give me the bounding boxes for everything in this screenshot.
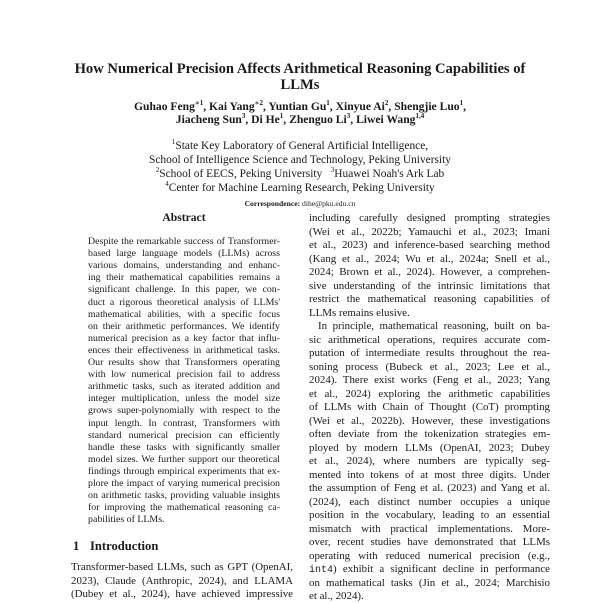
text-line: (Kang et al., 2024; Wu et al., 2024a; Snell et al., <box>309 252 550 265</box>
text-line: often deviate from the tokenization strategies em- <box>309 428 550 440</box>
text-line: 2024; Brown et al., 2024). However, a comprehen- <box>309 266 550 278</box>
author <box>268 100 335 113</box>
text-line: mismatch with practical implementations. More- <box>309 522 550 535</box>
text-line: et al., 2024), where numbers are typically seg- <box>309 455 550 467</box>
text-line: handle these tasks with significantly smaller <box>88 441 280 453</box>
text-line: In principle, mathematical reasoning, built on ba- <box>318 320 550 332</box>
author-separator: , <box>350 113 357 126</box>
text-line: putation of intermediate results throughout the rea- <box>309 347 550 359</box>
inline-code: int4 <box>309 565 334 576</box>
paper-title <box>0 61 600 93</box>
text-line: (Wei et al., 2022b). However, these investigations <box>309 414 550 427</box>
author-separator: , <box>329 100 336 113</box>
author-affiliation-mark: 1 <box>459 99 464 108</box>
text-line: 2023), Claude (Anthropic, 2024), and LLAMA <box>71 574 293 587</box>
author-list <box>0 100 600 126</box>
text-span: ) exhibit a significant decline in performance <box>333 563 550 575</box>
text-line: sic arithmetical operations, requires accurate com- <box>309 333 550 346</box>
correspondence-label: Correspondence: <box>244 199 301 208</box>
author-affiliation-mark: 1 <box>326 99 330 108</box>
text-line: ences their effectiveness in arithmetical tasks. <box>88 344 280 356</box>
text-line: duct a rigorous theoretical analysis of LLMs' <box>88 296 280 308</box>
text-line: mathematical abilities, with a specific focus <box>88 308 280 320</box>
text-line: arithmetic tasks, such as iterated addition and <box>88 381 280 393</box>
affiliation-text: State Key Laboratory of General Artificial Intelligence, <box>175 140 429 152</box>
text-line: of LLMs with Chain of Thought (CoT) prompting <box>309 401 550 413</box>
text-line <box>309 563 550 577</box>
text-line: on their arithmetic performances. We identify <box>88 320 280 332</box>
author-affiliation-mark: 3 <box>241 112 246 121</box>
affiliation-sup: 3 <box>330 166 335 175</box>
author-separator: , <box>463 100 466 113</box>
author-separator: , <box>203 100 210 113</box>
text-line: Transformer-based LLMs, such as GPT (OpenAI, <box>71 561 293 573</box>
text-line: ing their mathematical capabilities remains a <box>88 272 280 284</box>
author-name: Jiacheng Sun <box>175 113 242 126</box>
affiliation-2-3 <box>0 167 600 181</box>
text-line: pabilities of LLMs. <box>88 514 165 526</box>
author-separator: , <box>263 100 269 113</box>
text-line: with low numerical precision fail to address <box>88 369 280 381</box>
author-affiliation-mark: ∗2 <box>254 99 264 108</box>
text-line: Our results show that Transformers operating <box>88 357 280 368</box>
author <box>134 100 209 113</box>
text-line: on arithmetic tasks, providing valuable insights <box>88 490 280 502</box>
affiliation-sup: 1 <box>171 138 176 147</box>
affiliation-text: Center for Machine Learning Research, Peking University <box>168 182 435 194</box>
text-line: on mathematical tasks (Jin et al., 2024; Marchisio <box>309 576 550 589</box>
author-separator: , <box>388 100 395 113</box>
text-line: et al., 2024). <box>309 590 364 602</box>
affiliation-sup: 2 <box>155 166 160 175</box>
text-line: integer multiplication, unless the model size <box>88 393 280 405</box>
author-name: Guhao Feng <box>134 100 195 113</box>
author-separator: , <box>283 113 290 126</box>
text-line: plore the impact of varying numerical precision <box>88 478 280 489</box>
text-line: model sizes. We further support our theoretical <box>88 453 280 465</box>
author-line-1 <box>0 100 600 113</box>
author-name: Zhenguo Li <box>289 113 347 126</box>
author-affiliation-mark: 2 <box>384 99 389 108</box>
author <box>289 113 356 126</box>
text-line: mented into tokens of at most three digits. Under <box>309 468 550 481</box>
affiliation-1 <box>0 139 600 153</box>
section-heading-introduction <box>73 539 158 554</box>
author-name: Xinyue Ai <box>335 100 385 113</box>
author-affiliation-mark: 3 <box>346 112 351 121</box>
author-separator: , <box>245 113 252 126</box>
affiliation-text: School of EECS, Peking University <box>159 168 323 180</box>
text-line: numerical precision as a key factor that influ- <box>88 332 280 344</box>
text-line: based large language models (LLMs) across <box>88 248 280 260</box>
author-affiliation-mark: 1 <box>279 112 284 121</box>
author-name: Shengjie Luo <box>394 100 460 113</box>
author-name: Di He <box>251 113 280 126</box>
author <box>336 100 395 113</box>
author <box>176 113 251 126</box>
author <box>251 113 289 126</box>
author-name: Yuntian Gu <box>268 100 327 113</box>
text-line: including carefully designed prompting strategies <box>309 212 550 224</box>
section-title: Introduction <box>90 539 159 553</box>
text-line: various domains, understanding and enhanc- <box>88 260 280 272</box>
affiliation-4 <box>0 181 600 195</box>
author-affiliation-mark: ∗1 <box>194 99 204 108</box>
text-line: (2024), each distinct number occupies a unique <box>309 495 550 508</box>
text-line: LLMs remains elusive. <box>309 306 410 319</box>
text-line: findings through empirical experiments that ex- <box>88 465 280 477</box>
text-line: et al., 2023) and inference-based searching method <box>309 239 550 251</box>
text-line: restrict the mathematical reasoning capabilities of <box>309 293 550 305</box>
affiliation-text: Huawei Noah's Ark Lab <box>334 168 445 180</box>
text-line: over, recent studies have demonstrated that LLMs <box>309 536 550 548</box>
text-line: for improving the mathematical reasoning ca- <box>88 502 280 514</box>
author <box>394 100 466 113</box>
author-affiliation-mark: 1,4 <box>415 112 425 121</box>
text-line: ployed by modern LLMs (OpenAI, 2023; Dubey <box>309 441 550 454</box>
text-line: Despite the remarkable success of Transformer- <box>88 236 280 247</box>
author-name: Kai Yang <box>209 100 255 113</box>
text-line: input length. In contrast, Transformers with <box>88 417 280 429</box>
affiliations <box>0 139 600 195</box>
text-line: (Dubey et al., 2024), have achieved impressive <box>71 588 293 600</box>
text-line: position in the vocabulary, leading to an essential <box>309 509 550 521</box>
section-number: 1 <box>73 539 80 553</box>
text-line: standard numerical precision can efficiently <box>88 429 280 441</box>
author <box>356 113 424 126</box>
text-line: sive understanding of the intrinsic limitations that <box>309 279 550 292</box>
author <box>209 100 268 113</box>
text-line: operating with reduced numerical precision (e.g., <box>309 549 550 562</box>
text-line: (Wei et al., 2022b; Yamauchi et al., 2023; Imani <box>309 225 550 238</box>
text-line: soning process (Bubeck et al., 2023; Lee et al., <box>309 360 550 373</box>
abstract-heading: Abstract <box>162 211 206 224</box>
affiliation-sup: 4 <box>165 180 169 189</box>
author-line-2 <box>0 113 600 126</box>
text-line: significant challenge. In this paper, we con- <box>88 284 280 296</box>
correspondence-email[interactable]: dihe@pku.edu.cn <box>302 199 356 208</box>
affiliation-1b: School of Intelligence Science and Technology, Peking University <box>149 154 451 166</box>
author-name: Liwei Wang <box>356 113 416 126</box>
text-line: the assumption of Feng et al. (2023) and Yang et al. <box>309 482 550 494</box>
title-line-1: How Numerical Precision Affects Arithmetical Reasoning Capabilities of <box>74 61 526 77</box>
title-line-2: LLMs <box>280 77 320 93</box>
text-line: et al., 2024) exploring the arithmetic capabilities <box>309 387 550 400</box>
text-line: grows super-polynomially with respect to the <box>88 405 280 417</box>
text-line: 2024). There exist works (Feng et al., 2023; Yang <box>309 374 550 386</box>
correspondence <box>0 199 600 209</box>
